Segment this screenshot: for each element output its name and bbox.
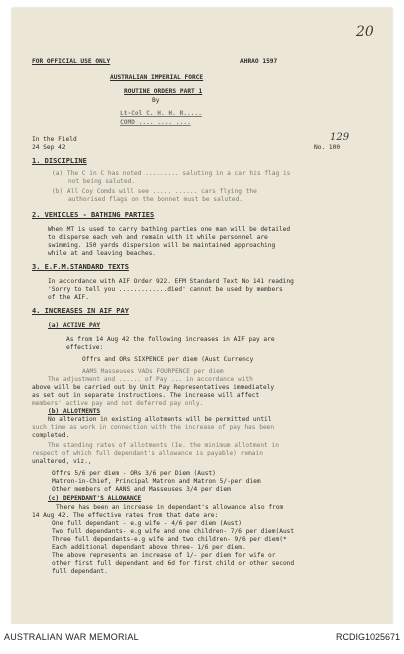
section-3-title: 3. E.F.M.STANDARD TEXTS <box>32 263 129 271</box>
section-4c-line-8: other first full dependant and 6d for first child or other second <box>52 560 295 567</box>
section-2-title: 2. VEHICLES - BATHING PARTIES <box>32 211 155 219</box>
section-4b-line-1: No alteration in existing allotments will be permitted until <box>48 416 272 423</box>
section-1-a: (a) The C in C has noted ......... saluting in a car his flag is <box>52 170 291 177</box>
section-1-title: 1. DISCIPLINE <box>32 157 87 165</box>
by-label: By <box>152 97 160 104</box>
section-4c-line-2: 14 Aug 42. The effective rates from that date are: <box>32 512 219 519</box>
archive-name: AUSTRALIAN WAR MEMORIAL <box>4 632 139 642</box>
organisation-title: AUSTRALIAN IMPERIAL FORCE <box>110 74 204 81</box>
commander-role: COMD .... .... .... <box>120 119 191 126</box>
section-4a-line-1: As from 14 Aug 42 the following increases in AIF pay are <box>66 336 275 343</box>
section-3-line-1: In accordance with AIF Order 922. EFM Standard Text No 141 reading <box>48 278 294 285</box>
section-4c-line-7: The above represents an increase of 1/- per diem for wife or <box>52 552 276 559</box>
section-4-title: 4. INCREASES IN AIF PAY <box>32 307 129 315</box>
section-4c-line-6: Each additional dependant above three- 1/6 per diem. <box>52 544 246 551</box>
record-id: RCDIG1025671 <box>335 632 400 642</box>
commander-name: Lt-Col C. H. H. R..... <box>120 110 202 117</box>
section-4b-line-3: completed. <box>32 432 70 439</box>
section-2-line-3: swimming. 150 yards dispersion will be maintained approaching <box>48 242 276 249</box>
section-4a-title: (a) ACTIVE PAY <box>48 322 101 329</box>
handwritten-order-number: 129 <box>330 132 350 143</box>
section-4b-line-4: The standing rates of allotments (Ie. the minimum allotment in <box>48 442 279 449</box>
reference-number: AHRAO 1597 <box>240 58 278 65</box>
section-2-line-4: while at and leaving beaches. <box>48 250 157 257</box>
section-4c-title: (c) DEPENDANT'S ALLOWANCE <box>48 495 142 502</box>
section-4c-line-5: Three full dependants-e.g wife and two children- 9/6 per diem(* <box>52 536 287 543</box>
section-4b-line-6: unaltered, viz., <box>32 458 92 465</box>
section-1-a2: not being saluted. <box>68 178 136 185</box>
section-4b-line-2: such time as work in connection with the increase of pay has been <box>32 424 275 431</box>
order-date: 24 Sep 42 <box>32 144 66 151</box>
location: In the Field <box>32 136 77 143</box>
section-2-line-1: When MT is used to carry bathing parties one man will be detailed <box>48 226 291 233</box>
section-4b-line-7: Offrs 5/6 per diem - ORs 3/6 per Diem (Aust) <box>52 470 216 477</box>
section-3-line-3: of the AIF. <box>48 294 89 301</box>
section-4a-line-2: effective: <box>66 344 104 351</box>
document-page <box>12 8 392 624</box>
section-4a-line-6: above will be carried out by Unit Pay Representatives immediately <box>32 384 275 391</box>
section-4c-line-1: There has been an increase in dependant's allowance also from <box>56 504 284 511</box>
section-4b-line-5: respect of which full dependant's allowance is payable) remain <box>32 450 263 457</box>
handwritten-page-number: 20 <box>356 24 374 40</box>
section-1-b: (b) All Coy Comds will see ..... ...... cars flying the <box>52 188 257 195</box>
section-4b-line-8: Matron-in-Chief, Principal Matron and Matron 5/-per diem <box>52 478 261 485</box>
order-number: No. 100 <box>314 144 341 151</box>
section-1-b2: authorised flags on the bonnet must be saluted. <box>68 196 244 203</box>
section-4b-title: (b) ALLOTMENTS <box>48 408 101 415</box>
section-4b-line-9: Other members of AANS and Masseuses 3/4 per diem <box>52 486 231 493</box>
section-4a-line-8: members' active pay and not deferred pay only. <box>32 400 204 407</box>
section-4c-line-9: full dependant. <box>52 568 108 575</box>
classification: FOR OFFICIAL USE ONLY <box>32 58 111 65</box>
archive-footer <box>0 624 404 654</box>
section-4c-line-4: Two full dependants- e.g wife and one children- 7/6 per diem(Aust <box>52 528 295 535</box>
section-4a-line-7: as set out in separate instructions. The increase will affect <box>32 392 260 399</box>
section-4c-line-3: One full dependant - e.g wife - 4/6 per diem (Aust) <box>52 520 242 527</box>
orders-title: ROUTINE ORDERS PART 1 <box>124 88 203 95</box>
section-2-line-2: to disperse each veh and remain with it while personnel are <box>48 234 268 241</box>
section-4a-line-5: The adjustment and ...... of Pay ... in accordance with <box>48 376 253 383</box>
section-3-line-2: 'Sorry to tell you .............died' cannot be used by members <box>48 286 283 293</box>
section-4a-line-3: Offrs and ORs SIXPENCE per diem (Aust Currency <box>82 356 254 363</box>
section-4a-line-4: AAMS Masseuses VADs FOURPENCE per diem <box>82 368 224 375</box>
